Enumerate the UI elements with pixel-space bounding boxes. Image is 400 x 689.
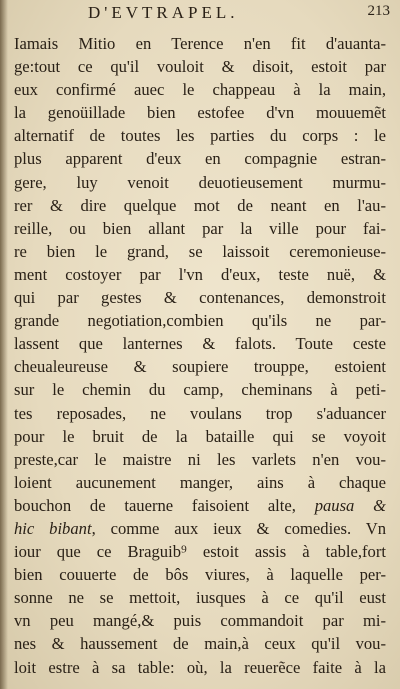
text-line: ge:tout ce qu'il vouloit & disoit, estoit par — [14, 57, 386, 77]
line-text: , comme aux ieux & comedies. Vn — [91, 518, 386, 538]
page-header — [0, 2, 400, 24]
running-head: D'EVTRAPEL. — [88, 3, 239, 22]
text-line: eux confirmé auec le chappeau à la main, — [14, 80, 386, 100]
text-line: re bien le grand, se laissoit ceremonieuse- — [14, 241, 386, 261]
text-line: la genoüillade bien estofee d'vn mouuemẽt — [14, 103, 386, 123]
body-text — [14, 32, 386, 679]
line-text: bouchon de tauerne faisoient alte, — [14, 495, 315, 515]
text-line: Iamais Mitio en Terence n'en fit d'auanta- — [14, 34, 386, 53]
text-line-mixed — [14, 494, 386, 517]
text-line: sonne ne se mettoit, iusques à ce qu'il eust — [14, 588, 386, 608]
text-line: preste,car le maistre ni les varlets n'en vou- — [14, 449, 386, 469]
text-line: lassent que lanternes & falots. Toute ceste — [14, 334, 386, 354]
text-line: reille, ou bien allant par la ville pour fai- — [14, 218, 386, 238]
text-line: plus apparent d'eux en compagnie estran- — [14, 149, 386, 169]
text-line: gere, luy venoit deuotieusement murmu- — [14, 172, 386, 192]
text-line: alternatif de toutes les parties du corps : le — [14, 126, 386, 146]
latin-phrase: hic bibant — [14, 518, 92, 538]
text-line: pour le bruit de la bataille qui se voyoit — [14, 426, 386, 446]
page-number: 213 — [367, 3, 390, 19]
text-line: qui par gestes & contenances, demonstroit — [14, 288, 386, 308]
latin-phrase: pausa & — [314, 495, 386, 515]
text-line-mixed — [14, 517, 386, 540]
text-line: loient aucunement manger, ains à chaque — [14, 472, 386, 492]
text-line: rer & dire quelque mot de neant en l'au- — [14, 195, 386, 215]
text-line: iour que ce Braguib⁹ estoit assis à table,fort — [14, 542, 386, 562]
text-line: sur le chemin du camp, cheminans à peti- — [14, 380, 386, 400]
text-line: ment costoyer par l'vn d'eux, teste nuë, & — [14, 264, 386, 284]
text-line: vn peu mangé,& puis commandoit par mi- — [14, 611, 386, 631]
text-line: nes & haussement de main,à ceux qu'il vou- — [14, 634, 386, 654]
text-line: grande negotiation,combien qu'ils ne par- — [14, 311, 386, 331]
text-line: loit estre à sa table: où, la reuerẽce faite à la — [14, 657, 386, 677]
text-line: tes reposades, ne voulans trop s'aduancer — [14, 403, 386, 423]
page-gutter-shadow — [0, 0, 8, 689]
text-line: bien couuerte de bôs viures, à laquelle per- — [14, 565, 386, 585]
text-line: cheualeureuse & soupiere trouppe, estoient — [14, 357, 386, 377]
